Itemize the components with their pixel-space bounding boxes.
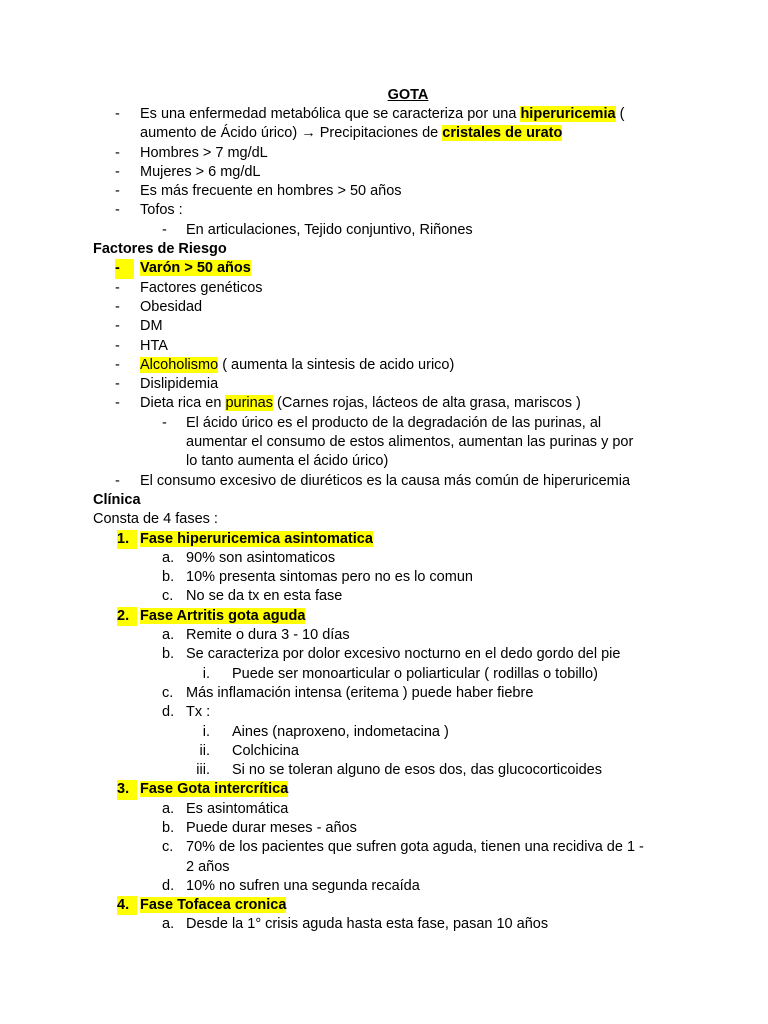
sub-list-item-continuation: lo tanto aumenta el ácido úrico) (186, 453, 389, 470)
highlight: Fase Tofacea cronica (140, 897, 287, 914)
list-item: - Varón > 50 años (93, 259, 693, 278)
lettered-item: a. Desde la 1° crisis aguda hasta esta fase, pasan 10 años (162, 916, 549, 933)
numbered-item: 4. Fase Tofacea cronica (93, 896, 693, 915)
lettered-item: c. 70% de los pacientes que sufren gota aguda, tienen una recidiva de 1 - (162, 839, 644, 856)
highlight: cristales de urato (442, 125, 563, 142)
list-item: - El consumo excesivo de diuréticos es la causa más común de hiperuricemia (115, 472, 631, 489)
highlight: Fase hiperuricemica asintomatica (140, 530, 373, 547)
list-item: - DM (115, 318, 163, 335)
bullet: - (115, 106, 120, 122)
list-item: - Alcoholismo ( aumenta la sintesis de acido urico) (115, 356, 455, 373)
page-title: GOTA (387, 87, 429, 103)
roman-item: i. Aines (naproxeno, indometacina ) (202, 723, 449, 740)
numbered-item: 3. Fase Gota intercrítica (93, 780, 693, 799)
list-item: - Dieta rica en purinas (Carnes rojas, lácteos de alta grasa, mariscos ) (115, 395, 581, 412)
document-body (93, 105, 693, 935)
lettered-item-continuation: 2 años (186, 858, 230, 875)
roman-item: ii. Colchicina (199, 742, 299, 759)
lettered-item: c. No se da tx en esta fase (162, 588, 343, 605)
list-item: - Obesidad (115, 298, 203, 315)
lettered-item: d. 10% no sufren una segunda recaída (162, 877, 420, 894)
highlight: Fase Gota intercrítica (140, 781, 289, 798)
list-item: - Tofos : (115, 202, 183, 219)
section-heading: Factores de Riesgo (93, 241, 227, 258)
list-item: - Es más frecuente en hombres > 50 años (115, 183, 402, 200)
list-item: - Factores genéticos (115, 279, 263, 296)
lettered-item: c. Más inflamación intensa (eritema ) puede haber fiebre (162, 684, 534, 701)
numbered-item: 1. Fase hiperuricemica asintomatica (93, 530, 693, 549)
numbered-item: 2. Fase Artritis gota aguda (93, 607, 693, 626)
highlight: purinas (225, 395, 273, 412)
roman-item: i. Puede ser monoarticular o poliarticular ( rodillas o tobillo) (202, 665, 598, 682)
highlight: hiperuricemia (520, 106, 616, 122)
lettered-item: a. Es asintomática (162, 800, 289, 817)
highlight: Varón > 50 años (140, 260, 251, 277)
lettered-item: b. 10% presenta sintomas pero no es lo comun (162, 569, 473, 586)
lettered-item: d. Tx : (162, 704, 211, 721)
list-item: - Es una enfermedad metabólica que se caracteriza por una hiperuricemia ( (93, 105, 693, 124)
lettered-item: b. Puede durar meses - años (162, 819, 357, 836)
sub-list-item-continuation: aumentar el consumo de estos alimentos, aumentan las purinas y por (186, 434, 634, 451)
roman-item: iii. Si no se toleran alguno de esos dos, das glucocorticoides (196, 762, 602, 779)
list-item: - Mujeres > 6 mg/dL (115, 163, 261, 180)
lettered-item: b. Se caracteriza por dolor excesivo nocturno en el dedo gordo del pie (162, 646, 621, 663)
list-item: - Dislipidemia (115, 376, 219, 393)
highlight: Alcoholismo (140, 356, 219, 373)
lettered-item: a. 90% son asintomaticos (162, 549, 336, 566)
sub-list-item: - El ácido úrico es el producto de la degradación de las purinas, al (162, 414, 602, 431)
list-item-continuation: aumento de Ácido úrico) → Precipitaciones de cristales de urato (140, 125, 563, 142)
list-item: - HTA (115, 337, 168, 354)
sub-list-item: - En articulaciones, Tejido conjuntivo, Riñones (162, 221, 473, 238)
section-heading: Clínica (93, 491, 141, 508)
highlight: Fase Artritis gota aguda (140, 607, 306, 624)
paragraph: Consta de 4 fases : (93, 511, 218, 528)
lettered-item: a. Remite o dura 3 - 10 días (162, 627, 350, 644)
list-item: - Hombres > 7 mg/dL (115, 144, 268, 161)
